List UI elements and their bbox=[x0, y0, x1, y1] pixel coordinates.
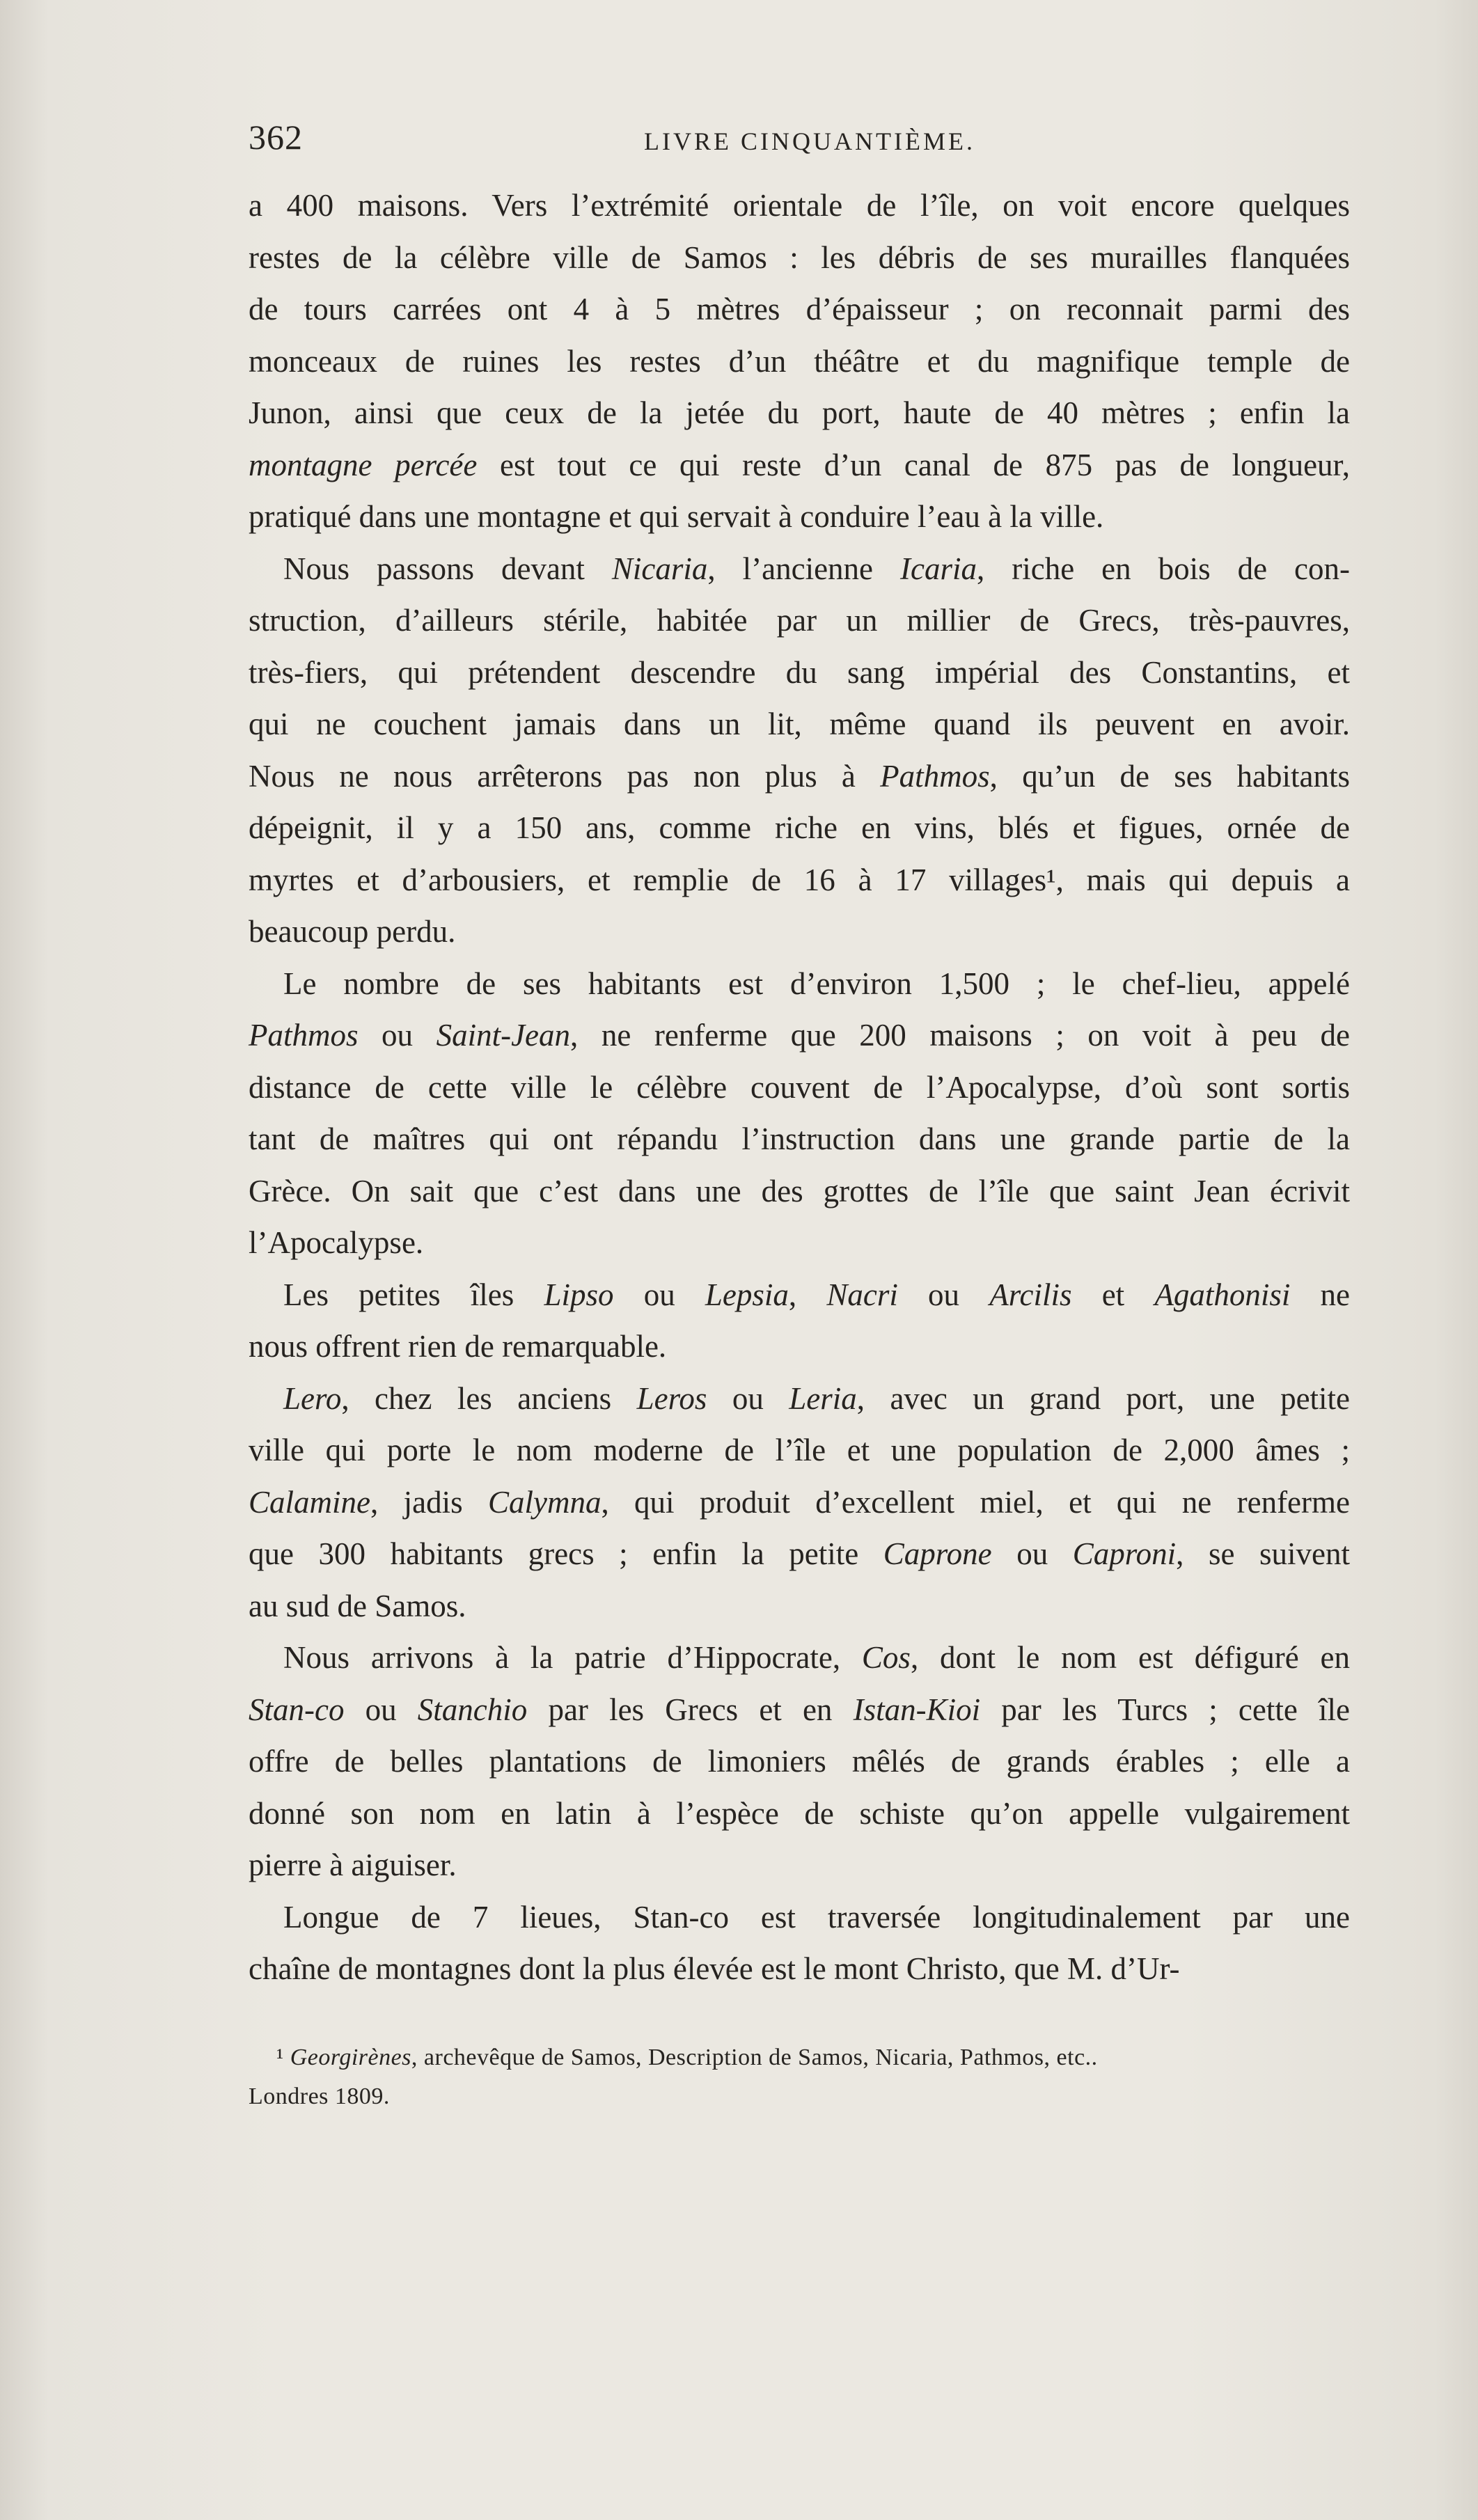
text-line: struction, d’ailleurs stérile, habitée par un millier de Grecs, très-pauvres, bbox=[249, 603, 1350, 638]
paragraph bbox=[249, 180, 1350, 543]
page-header bbox=[249, 117, 1335, 173]
text-line: Nous arrivons à la patrie d’Hippocrate, Cos, dont le nom est défiguré en bbox=[283, 1640, 1350, 1675]
italic-term: Nacri bbox=[826, 1277, 898, 1312]
italic-term: Istan-Kioi bbox=[853, 1692, 981, 1727]
text-line: montagne percée est tout ce qui reste d’un canal de 875 pas de longueur, bbox=[249, 447, 1350, 482]
text-line: beaucoup perdu. bbox=[249, 914, 456, 949]
text-line: chaîne de montagnes dont la plus élevée est le mont Christo, que M. d’Ur- bbox=[249, 1951, 1180, 1986]
italic-term: Icaria bbox=[900, 551, 977, 586]
text-line: que 300 habitants grecs ; enfin la petite Caprone ou Caproni, se suivent bbox=[249, 1536, 1350, 1571]
text-line: distance de cette ville le célèbre couvent de l’Apocalypse, d’où sont sortis bbox=[249, 1069, 1350, 1105]
italic-term: Agathonisi bbox=[1154, 1277, 1291, 1312]
paragraph bbox=[249, 543, 1350, 958]
text-line: ville qui porte le nom moderne de l’île et une population de 2,000 âmes ; bbox=[249, 1433, 1350, 1467]
text-line: restes de la célèbre ville de Samos : les débris de ses murailles flanquées bbox=[249, 239, 1350, 275]
italic-term: Pathmos bbox=[880, 758, 990, 794]
italic-term: montagne percée bbox=[249, 447, 478, 482]
running-title: LIVRE CINQUANTIÈME. bbox=[644, 127, 975, 155]
paragraph bbox=[249, 1373, 1350, 1632]
text-line: Longue de 7 lieues, Stan-co est traversée longitudinalement par une bbox=[283, 1899, 1350, 1935]
text-line: Les petites îles Lipso ou Lepsia, Nacri ou Arcilis et Agathonisi ne bbox=[283, 1277, 1351, 1312]
italic-term: Georgirènes bbox=[290, 2045, 411, 2070]
italic-term: Calymna bbox=[487, 1484, 602, 1520]
paragraph bbox=[249, 1269, 1350, 1373]
text-line: qui ne couchent jamais dans un lit, même quand ils peuvent en avoir. bbox=[249, 707, 1350, 741]
text-line: Lero, chez les anciens Leros ou Leria, avec un grand port, une petite bbox=[283, 1380, 1351, 1416]
italic-term: Leros bbox=[636, 1380, 707, 1416]
text-line: pratiqué dans une montagne et qui servait à conduire l’eau à la ville. bbox=[249, 499, 1104, 534]
text-line: de tours carrées ont 4 à 5 mètres d’épaisseur ; on reconnait parmi des bbox=[249, 292, 1350, 326]
text-line: Grèce. On sait que c’est dans une des grottes de l’île que saint Jean écrivit bbox=[249, 1173, 1350, 1208]
text-line: Le nombre de ses habitants est d’environ 1,500 ; le chef-lieu, appelé bbox=[283, 966, 1350, 1001]
italic-term: Lepsia bbox=[705, 1277, 789, 1312]
text-line: Pathmos ou Saint-Jean, ne renferme que 200 maisons ; on voit à peu de bbox=[249, 1018, 1350, 1053]
page-number: 362 bbox=[249, 118, 303, 157]
text-line: pierre à aiguiser. bbox=[249, 1848, 457, 1882]
text-line: au sud de Samos. bbox=[249, 1588, 466, 1623]
text-line: tant de maîtres qui ont répandu l’instruction dans une grande partie de la bbox=[249, 1121, 1350, 1156]
text-line: très-fiers, qui prétendent descendre du sang impérial des Constantins, et bbox=[249, 654, 1350, 690]
text-line: monceaux de ruines les restes d’un théâtre et du magnifique temple de bbox=[249, 343, 1350, 379]
italic-term: Caprone bbox=[883, 1536, 992, 1571]
text-line: Junon, ainsi que ceux de la jetée du port, haute de 40 mètres ; enfin la bbox=[249, 395, 1350, 430]
italic-term: Stanchio bbox=[417, 1692, 528, 1727]
text-line: Nous ne nous arrêterons pas non plus à Pathmos, qu’un de ses habitants bbox=[249, 758, 1350, 794]
text-line: Nous passons devant Nicaria, l’ancienne Icaria, riche en bois de con- bbox=[283, 551, 1350, 586]
body-text bbox=[249, 180, 1350, 1995]
text-line: l’Apocalypse. bbox=[249, 1225, 424, 1260]
italic-term: Caproni bbox=[1072, 1536, 1177, 1571]
italic-term: Pathmos bbox=[249, 1018, 359, 1053]
text-line: donné son nom en latin à l’espèce de schiste qu’on appelle vulgairement bbox=[249, 1795, 1350, 1831]
footnote-line: Londres 1809. bbox=[249, 2084, 390, 2109]
italic-term: Cos bbox=[861, 1640, 911, 1675]
italic-term: Lero bbox=[283, 1380, 342, 1416]
text-line: dépeignit, il y a 150 ans, comme riche en vins, blés et figues, ornée de bbox=[249, 810, 1350, 845]
italic-term: Stan-co bbox=[249, 1692, 345, 1727]
italic-term: Nicaria bbox=[611, 551, 708, 586]
italic-term: Arcilis bbox=[989, 1277, 1072, 1312]
italic-term: Leria bbox=[789, 1380, 857, 1416]
text-line: a 400 maisons. Vers l’extrémité orientale de l’île, on voit encore quelques bbox=[249, 188, 1350, 223]
text-line: Stan-co ou Stanchio par les Grecs et en Istan-Kioi par les Turcs ; cette île bbox=[249, 1692, 1350, 1727]
footnote bbox=[249, 2038, 1350, 2116]
paragraph bbox=[249, 1632, 1350, 1891]
italic-term: Lipso bbox=[544, 1277, 614, 1312]
text-line: nous offrent rien de remarquable. bbox=[249, 1329, 667, 1364]
italic-term: Calamine bbox=[249, 1484, 370, 1520]
paragraph bbox=[249, 958, 1350, 1269]
text-line: Calamine, jadis Calymna, qui produit d’excellent miel, et qui ne renferme bbox=[249, 1484, 1350, 1520]
italic-term: Saint-Jean bbox=[436, 1018, 571, 1053]
footnote-line: ¹ Georgirènes, archevêque de Samos, Description de Samos, Nicaria, Pathmos, etc.. bbox=[276, 2045, 1098, 2070]
text-line: myrtes et d’arbousiers, et remplie de 16 à 17 villages¹, mais qui depuis a bbox=[249, 862, 1350, 897]
paragraph bbox=[249, 1891, 1350, 1995]
text-line: offre de belles plantations de limoniers mêlés de grands érables ; elle a bbox=[249, 1744, 1350, 1779]
